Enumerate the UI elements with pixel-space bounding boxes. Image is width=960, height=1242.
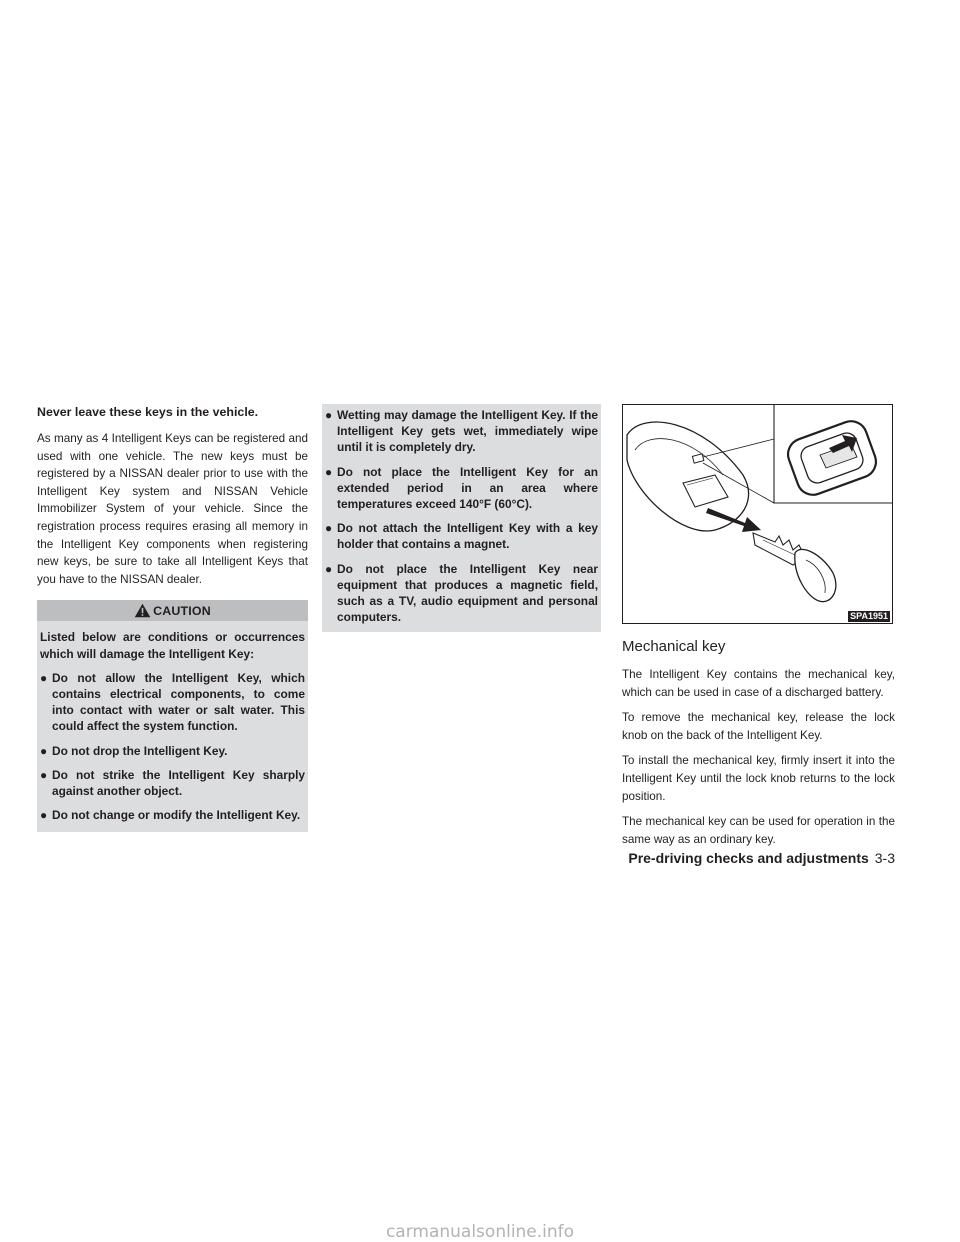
- registration-paragraph: As many as 4 Intelligent Keys can be registered and used with one vehicle. The new keys must be registered by a NISSAN dealer prior to use with the Intelligent Key system and NISSAN Vehicle Immobilizer System of your vehicle. Since the registration process requires erasing all memory in the Intelligent Key components when registering new keys, be sure to take all Intelligent Keys that you have to the NISSAN dealer.: [37, 432, 308, 586]
- section-title: Mechanical key: [622, 638, 726, 655]
- bullet-icon: ●: [40, 670, 48, 685]
- caution-header: [37, 600, 308, 621]
- body-paragraph: The mechanical key can be used for operation in the same way as an ordinary key.: [622, 815, 895, 846]
- middle-column: [322, 404, 601, 632]
- mechanical-key-figure: [622, 404, 893, 624]
- caution-item: [325, 561, 598, 626]
- caution-item-text: Do not place the Intelligent Key for an extended period in an area where temperatures exceed 140°F (60°C).: [337, 464, 598, 512]
- caution-item-text: Do not drop the Intelligent Key.: [52, 743, 228, 758]
- body-paragraph: To remove the mechanical key, release the lock knob on the back of the Intelligent Key.: [622, 711, 895, 742]
- body-paragraph: To install the mechanical key, firmly insert it into the Intelligent Key until the lock knob returns to the lock position.: [622, 754, 895, 803]
- bullet-icon: ●: [325, 561, 333, 576]
- caution-item: [325, 464, 598, 513]
- caution-item-text: Do not change or modify the Intelligent Key.: [52, 808, 301, 823]
- bullet-icon: ●: [325, 408, 333, 422]
- caution-box-continued: [322, 404, 601, 632]
- caution-item-text: Wetting may damage the Intelligent Key. If the Intelligent Key gets wet, immediately wipe until it is completely dry.: [337, 408, 598, 455]
- bullet-icon: ●: [40, 767, 48, 782]
- intelligent-key-illustration: [623, 405, 892, 623]
- caution-item: [40, 807, 305, 823]
- caution-box: [37, 621, 308, 832]
- caution-item-text: Do not allow the Intelligent Key, which contains electrical components, to come into contact with water or salt water. This could affect the system function.: [52, 670, 305, 734]
- caution-item-text: Do not strike the Intelligent Key sharply against another object.: [52, 767, 305, 798]
- caution-intro: Listed below are conditions or occurrences which will damage the Intelligent Key:: [40, 630, 305, 661]
- warning-triangle-icon: [134, 603, 151, 618]
- warning-heading: Never leave these keys in the vehicle.: [37, 405, 259, 419]
- watermark: carmanualsonline.info: [385, 1222, 575, 1242]
- caution-item: [40, 767, 305, 799]
- footer-section-title: Pre-driving checks and adjustments: [628, 850, 869, 866]
- caution-item-text: Do not attach the Intelligent Key with a key holder that contains a magnet.: [337, 521, 598, 552]
- bullet-icon: ●: [325, 464, 333, 479]
- caution-item: [325, 407, 598, 456]
- bullet-icon: ●: [40, 808, 48, 823]
- caution-item: [40, 670, 305, 735]
- bullet-icon: ●: [40, 743, 48, 758]
- caution-item: [40, 743, 305, 759]
- bullet-icon: ●: [325, 521, 333, 536]
- page-number: 3-3: [874, 850, 895, 866]
- body-paragraph: The Intelligent Key contains the mechanical key, which can be used in case of a discharged battery.: [622, 668, 895, 699]
- page-footer: [591, 849, 895, 867]
- caution-title: CAUTION: [153, 603, 211, 618]
- figure-label: SPA1951: [850, 611, 888, 621]
- left-column: [37, 404, 308, 832]
- caution-item-text: Do not place the Intelligent Key near equipment that produces a magnetic field, such as a TV, audio equipment and personal computers.: [337, 561, 598, 625]
- right-column: [622, 404, 895, 856]
- caution-item: [325, 520, 598, 552]
